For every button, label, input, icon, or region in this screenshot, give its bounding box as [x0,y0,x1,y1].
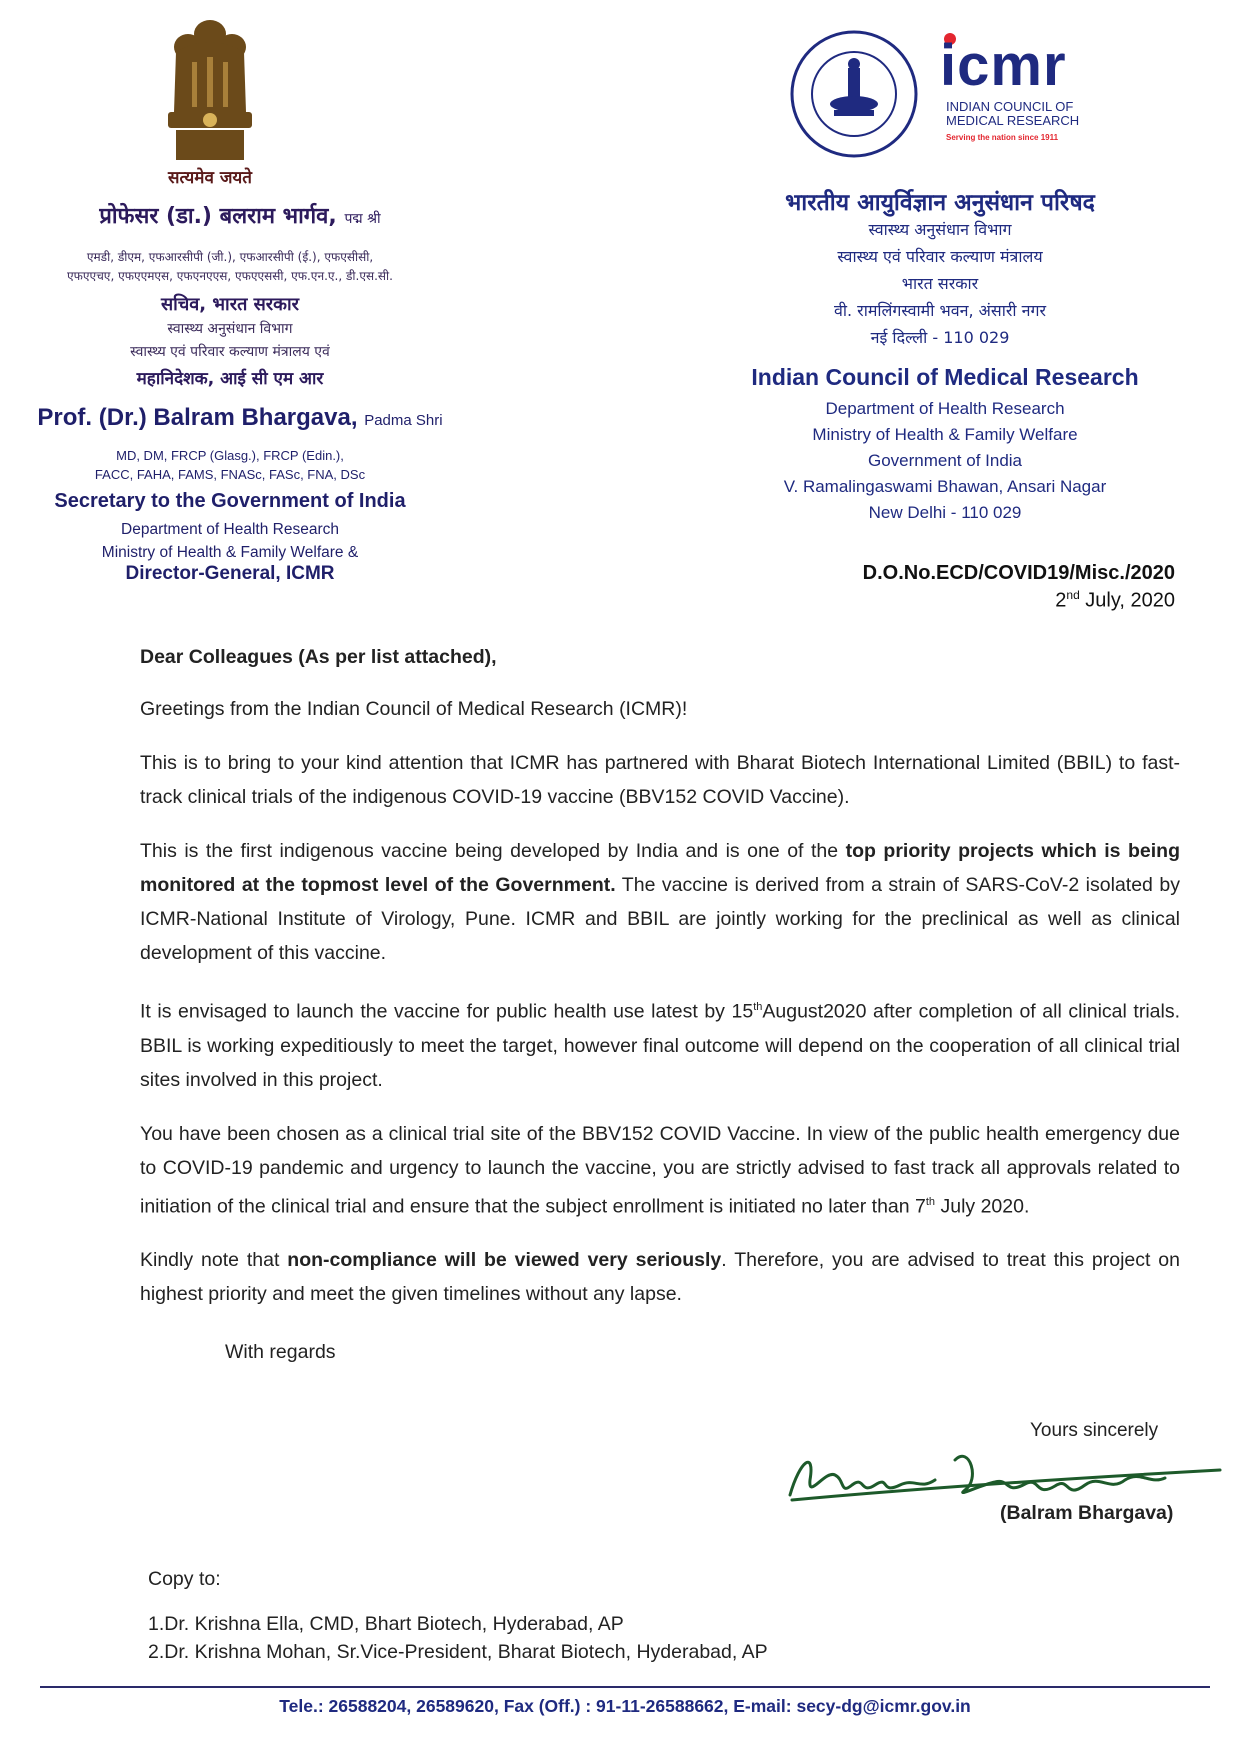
icmr-english-address-line: New Delhi - 110 029 [868,503,1022,522]
english-department-line: Ministry of Health & Family Welfare & [101,544,359,561]
icmr-logo-line: MEDICAL RESEARCH [946,113,1080,128]
icmr-hindi-address-line: स्वास्थ्य अनुसंधान विभाग [868,220,1012,239]
emblem-motto: सत्यमेव जयते [168,168,252,188]
hindi-director-general: महानिदेशक, आई सी एम आर [136,369,324,389]
icmr-english-address-line: V. Ramalingaswami Bhawan, Ansari Nagar [783,477,1107,496]
date-month-year: July, 2020 [1079,589,1175,612]
paragraph-5-text: . Therefore, you are advised to treat this project on highest priority and meet the given timelines without any lapse. [140,1249,1180,1305]
english-qualifications [40,446,420,484]
icmr-hindi-title: भारतीय आयुर्विज्ञान अनुसंधान परिषद [785,190,1095,216]
closing-regards: With regards [225,1341,336,1363]
icmr-logo-line: INDIAN COUNCIL OF [946,99,1074,114]
icmr-hindi-address-line: भारत सरकार [901,274,979,293]
english-name [5,404,475,432]
footer-divider [40,1686,1210,1688]
hindi-department-line: स्वास्थ्य अनुसंधान विभाग [167,321,293,337]
national-emblem-icon [150,12,270,167]
signer-name: (Balram Bhargava) [1000,1502,1174,1524]
paragraph-3 [140,990,1180,1097]
english-name-suffix: Padma Shri [364,412,443,429]
english-director-general: Director-General, ICMR [125,563,335,584]
icmr-english-address-line: Government of India [867,451,1023,470]
copy-to-item: 2.Dr. Krishna Mohan, Sr.Vice-President, Bharat Biotech, Hyderabad, AP [148,1641,768,1663]
footer-contact: Tele.: 26588204, 26589620, Fax (Off.) : 91-11-26588662, E-mail: secy-dg@icmr.gov.in [279,1696,971,1716]
icmr-english-address [720,396,1170,526]
paragraph-1: This is to bring to your kind attention that ICMR has partnered with Bharat Biotech International Limited (BBIL) to fast-track clinical trials of the indigenous COVID-19 vaccine (BBV152 COVID Vaccine). [140,752,1180,808]
letter-date [750,588,1175,613]
english-secretary-title: Secretary to the Government of India [54,490,406,512]
icmr-logo-tagline: Serving the nation since 1911 [946,133,1059,142]
english-name-text: Prof. (Dr.) Balram Bhargava, [37,404,358,431]
letter-body [140,640,1180,1389]
copy-to-label: Copy to: [148,1568,221,1590]
icmr-seal-icon [790,30,918,158]
paragraph-3-text: It is envisaged to launch the vaccine for public health use latest by 15 [140,1000,754,1023]
paragraph-4-sup: th [925,1195,936,1208]
hindi-qualifications [10,248,450,286]
copy-to-item: 1.Dr. Krishna Ella, CMD, Bhart Biotech, Hyderabad, AP [148,1613,624,1635]
english-department [50,518,410,564]
hindi-name [40,200,440,230]
paragraph-2-emphasis: top priority projects which is being monitored at the topmost level of the Government. [140,840,1181,896]
paragraph-2-text: This is the first indigenous vaccine being developed by India and is one of the [140,840,846,862]
paragraph-4-text: July 2020. [935,1195,1030,1217]
english-qualifications-line: FACC, FAHA, FAMS, FNASc, FASc, FNA, DSc [94,467,366,482]
paragraph-4-text: You have been chosen as a clinical trial site of the BBV152 COVID Vaccine. In view of the public health emergency due to COVID-19 pandemic and urgency to launch the vaccine, you are strictly advised to fast track all approvals related to initiation of the clinical trial and ensure that the subject enrollment is initiated no later than 7 [140,1122,1180,1217]
english-qualifications-line: MD, DM, FRCP (Glasg.), FRCP (Edin.), [116,448,344,463]
paragraph-5 [140,1243,1180,1311]
icmr-logo-subtitle [946,100,1096,128]
closing-sincerely: Yours sincerely [1030,1420,1159,1441]
icmr-english-title: Indian Council of Medical Research [751,364,1139,390]
hindi-secretary-title: सचिव, भारत सरकार [161,294,299,315]
icmr-hindi-address-line: नई दिल्ली - 110 029 [870,328,1010,347]
paragraph-4 [140,1117,1180,1224]
paragraph-5-text: Kindly note that [140,1249,288,1271]
hindi-department-line: स्वास्थ्य एवं परिवार कल्याण मंत्रालय एवं [130,344,330,360]
hindi-qualifications-line: एफएएचए, एफएएमएस, एफएनएएस, एफएएससी, एफ.एन.ए., डी.एस.सी. [67,269,393,283]
hindi-name-suffix: पद्म श्री [344,211,381,227]
hindi-department [50,318,410,364]
copy-to-list [148,1610,1048,1666]
reference-number: D.O.No.ECD/COVID19/Misc./2020 [862,562,1175,584]
icmr-english-address-line: Department of Health Research [825,399,1065,418]
icmr-logo-wordmark: icmr [940,33,1067,98]
date-day: 2 [1055,589,1067,612]
hindi-qualifications-line: एमडी, डीएम, एफआरसीपी (जी.), एफआरसीपी (ई.), एफएसीसी, [86,250,374,264]
icmr-hindi-address-line: वी. रामलिंगस्वामी भवन, अंसारी नगर [833,301,1047,320]
english-department-line: Department of Health Research [121,521,339,538]
paragraph-3-text: August2020 after completion of all clinical trials. BBIL is working expeditiously to meet the target, however final outcome will depend on the cooperation of all clinical trial sites involved in this project. [140,1000,1181,1091]
paragraph-5-emphasis: non-compliance will be viewed very seriously [287,1249,722,1271]
paragraph-2 [140,834,1180,970]
icmr-hindi-address-line: स्वास्थ्य एवं परिवार कल्याण मंत्रालय [837,247,1043,266]
salutation: Dear Colleagues (As per list attached), [140,646,497,668]
icmr-english-address-line: Ministry of Health & Family Welfare [812,425,1078,444]
date-suffix: nd [1066,588,1080,602]
icmr-hindi-address [745,216,1135,351]
greeting: Greetings from the Indian Council of Medical Research (ICMR)! [140,698,688,720]
paragraph-2-text: The vaccine is derived from a strain of SARS-CoV-2 isolated by ICMR-National Institute of Virology, Pune. ICMR and BBIL are jointly working for the preclinical as well as clinical development of this vaccine. [140,874,1180,964]
paragraph-3-sup: th [753,1001,763,1013]
hindi-name-text: प्रोफेसर (डा.) बलराम भार्गव, [99,204,337,229]
